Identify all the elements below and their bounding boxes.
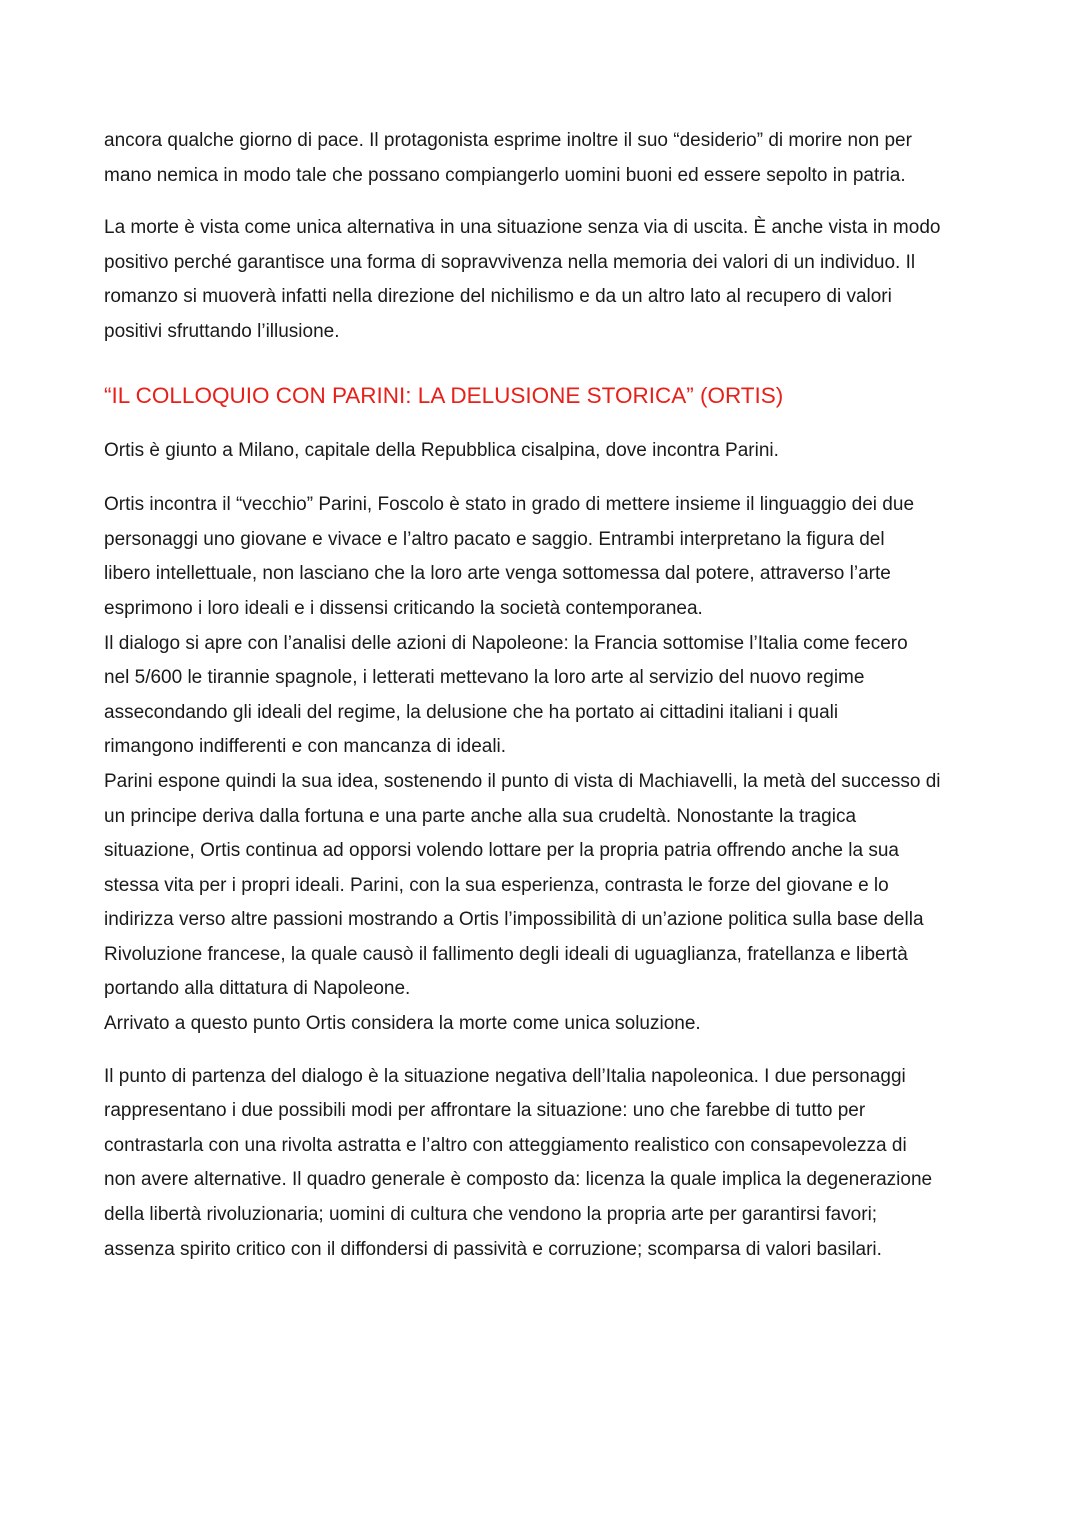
text-line: Rivoluzione francese, la quale causò il fallimento degli ideali di uguaglianza, fratellanza e libertà [104, 943, 908, 965]
text-line: un principe deriva dalla fortuna e una parte anche alla sua crudeltà. Nonostante la tragica [104, 805, 857, 827]
closing-paragraph [104, 1060, 1004, 1268]
text-line: contrastarla con una rivolta astratta e l’altro con atteggiamento realistico con consapevolezza di [104, 1134, 907, 1156]
text-line: stessa vita per i propri ideali. Parini, con la sua esperienza, contrasta le forze del giovane e lo [104, 874, 889, 896]
text-line: positivi sfruttando l’illusione. [104, 320, 340, 342]
text-line: portando alla dittatura di Napoleone. [104, 978, 411, 1000]
text-line: ancora qualche giorno di pace. Il protagonista esprime inoltre il suo “desiderio” di morire non per [104, 130, 912, 151]
text-line: situazione, Ortis continua ad opporsi volendo lottare per la propria patria offrendo anche la sua [104, 840, 899, 862]
body-paragraph [104, 488, 1004, 1042]
text-line: Arrivato a questo punto Ortis considera la morte come unica soluzione. [104, 1013, 701, 1035]
paragraph-1 [104, 124, 1004, 193]
text-line: libero intellettuale, non lasciano che la loro arte venga sottomessa dal potere, attraverso l’arte [104, 563, 891, 585]
paragraph-2 [104, 211, 1004, 349]
text-line: Il punto di partenza del dialogo è la situazione negativa dell’Italia napoleonica. I due personaggi [104, 1065, 906, 1087]
text-line: Il dialogo si apre con l’analisi delle azioni di Napoleone: la Francia sottomise l’Italia come fecero [104, 632, 908, 654]
text-line: nel 5/600 le tirannie spagnole, i letterati mettevano la loro arte al servizio del nuovo regime [104, 667, 865, 689]
text-line: rappresentano i due possibili modi per affrontare la situazione: uno che farebbe di tutto per [104, 1100, 866, 1122]
page-content [104, 124, 1004, 1267]
text-line: Ortis incontra il “vecchio” Parini, Foscolo è stato in grado di mettere insieme il linguaggio dei due [104, 494, 915, 516]
text-line: della libertà rivoluzionaria; uomini di cultura che vendono la propria arte per garantirsi favori; [104, 1204, 878, 1226]
section-heading: “IL COLLOQUIO CON PARINI: LA DELUSIONE STORICA” (ORTIS) [104, 382, 784, 408]
text-line: non avere alternative. Il quadro generale è composto da: licenza la quale implica la degenerazione [104, 1169, 933, 1191]
text-line: assecondando gli ideali del regime, la delusione che ha portato ai cittadini italiani i quali [104, 701, 839, 723]
text-line: romanzo si muoverà infatti nella direzione del nichilismo e da un altro lato al recupero di valori [104, 286, 892, 308]
text-line: esprimono i loro ideali e i dissensi criticando la società contemporanea. [104, 597, 703, 619]
intro-paragraph: Ortis è giunto a Milano, capitale della Repubblica cisalpina, dove incontra Parini. [104, 439, 779, 461]
text-line: indirizza verso altre passioni mostrando a Ortis l’impossibilità di un’azione politica sulla base della [104, 909, 924, 931]
text-line: assenza spirito critico con il diffondersi di passività e corruzione; scomparsa di valori basilari. [104, 1238, 882, 1260]
text-line: Parini espone quindi la sua idea, sostenendo il punto di vista di Machiavelli, la metà del successo di [104, 770, 941, 792]
text-line: La morte è vista come unica alternativa in una situazione senza via di uscita. È anche vista in modo [104, 217, 941, 239]
text-line: personaggi uno giovane e vivace e l’altro pacato e saggio. Entrambi interpretano la figura del [104, 528, 885, 550]
text-line: positivo perché garantisce una forma di sopravvivenza nella memoria dei valori di un individuo. Il [104, 251, 916, 273]
text-line: rimangono indifferenti e con mancanza di ideali. [104, 736, 507, 758]
text-line: mano nemica in modo tale che possano compiangerlo uomini buoni ed essere sepolto in patria. [104, 164, 906, 186]
